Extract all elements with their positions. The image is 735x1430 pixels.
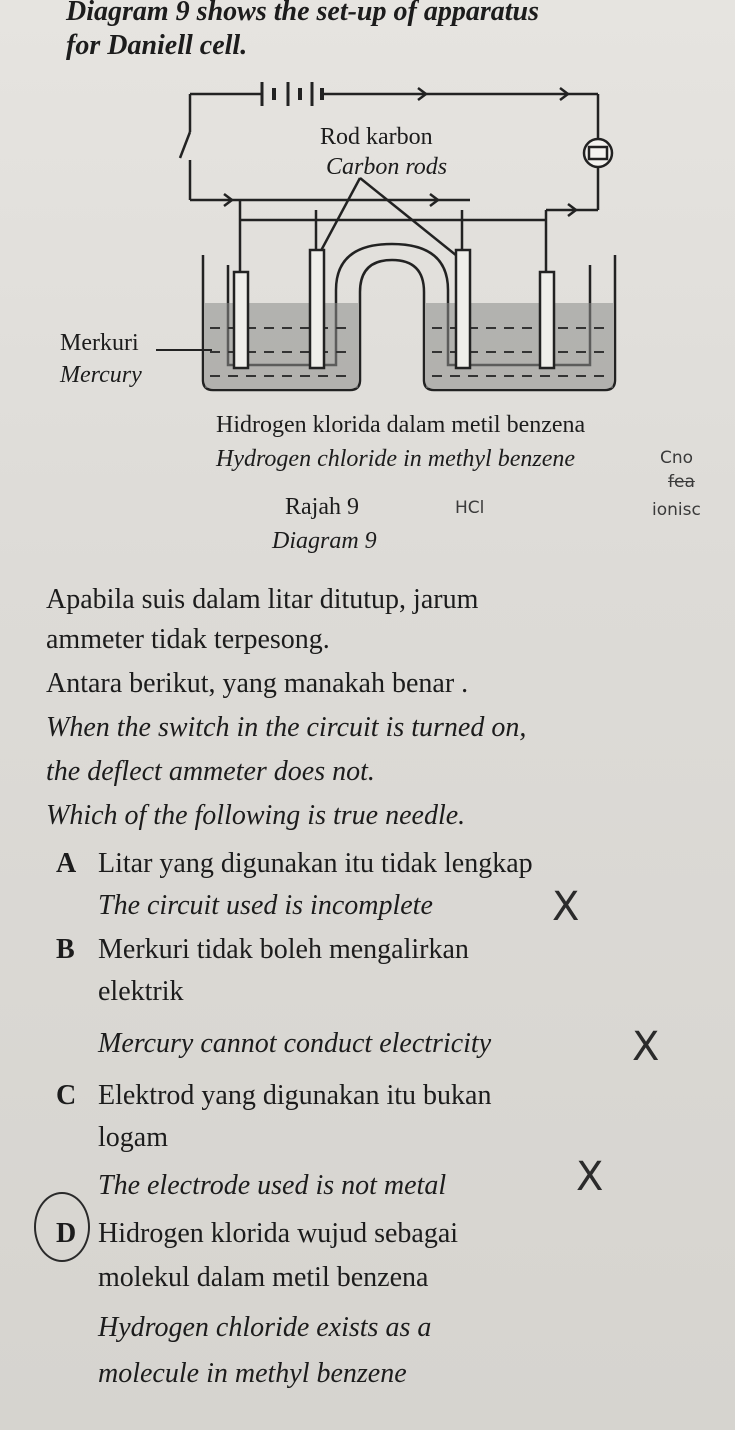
option-b-letter: B — [56, 934, 75, 965]
handwritten-note-hcl: HCl — [455, 498, 485, 518]
option-a-en: The circuit used is incomplete — [98, 890, 433, 921]
option-c-ms-2: logam — [98, 1122, 168, 1153]
option-d-letter: D — [56, 1218, 77, 1249]
label-rod-ms: Rod karbon — [320, 124, 433, 150]
caption-en: Diagram 9 — [272, 528, 377, 554]
question-en-line-2: the deflect ammeter does not. — [46, 756, 375, 787]
question-ms-line-3: Antara berikut, yang manakah benar . — [46, 668, 469, 699]
label-rod-en: Carbon rods — [326, 154, 448, 180]
option-c-en: The electrode used is not metal — [98, 1170, 447, 1201]
handwritten-note-1: Cno — [660, 448, 694, 468]
question-en-line-1: When the switch in the circuit is turned on, — [46, 712, 527, 743]
question-en-line-3: Which of the following is true needle. — [46, 800, 466, 831]
option-b-cross-mark: X — [632, 1024, 660, 1070]
option-d-ms-2: molekul dalam metil benzena — [98, 1262, 429, 1293]
option-c-letter: C — [56, 1080, 77, 1111]
option-c-cross-mark: X — [576, 1154, 604, 1200]
handwritten-note-3: ionisc — [652, 500, 701, 520]
question-ms-line-1: Apabila suis dalam litar ditutup, jarum — [46, 584, 479, 615]
label-mercury-ms: Merkuri — [60, 330, 139, 356]
question-ms-line-2: ammeter tidak terpesong. — [46, 624, 330, 655]
label-solution-ms: Hidrogen klorida dalam metil benzena — [216, 412, 586, 438]
label-solution-en: Hydrogen chloride in methyl benzene — [216, 446, 576, 472]
header-line-1: Diagram 9 shows the set-up of apparatus — [66, 0, 539, 27]
option-d-en-2: molecule in methyl benzene — [98, 1358, 407, 1389]
electrode-left — [234, 272, 248, 368]
electrode-centre-right — [456, 250, 470, 368]
ammeter-icon — [584, 139, 612, 167]
option-b-en: Mercury cannot conduct electricity — [98, 1028, 492, 1059]
option-d-en-1: Hydrogen chloride exists as a — [98, 1312, 432, 1343]
option-d-ms-1: Hidrogen klorida wujud sebagai — [98, 1218, 459, 1249]
electrode-centre-left — [310, 250, 324, 368]
option-b-ms-1: Merkuri tidak boleh mengalirkan — [98, 934, 469, 965]
option-b-ms-2: elektrik — [98, 976, 184, 1007]
battery-icon — [262, 82, 322, 106]
caption-ms: Rajah 9 — [285, 494, 359, 520]
label-mercury-en: Mercury — [60, 362, 142, 388]
mercury-pointer — [156, 340, 216, 360]
option-a-ms: Litar yang digunakan itu tidak lengkap — [98, 848, 533, 879]
header-line-2: for Daniell cell. — [66, 30, 248, 61]
handwritten-note-2: fea — [668, 472, 695, 492]
option-a-letter: A — [56, 848, 77, 879]
option-a-cross-mark: X — [552, 884, 580, 930]
option-c-ms-1: Elektrod yang digunakan itu bukan — [98, 1080, 492, 1111]
switch-icon — [180, 132, 190, 158]
electrode-right — [540, 272, 554, 368]
